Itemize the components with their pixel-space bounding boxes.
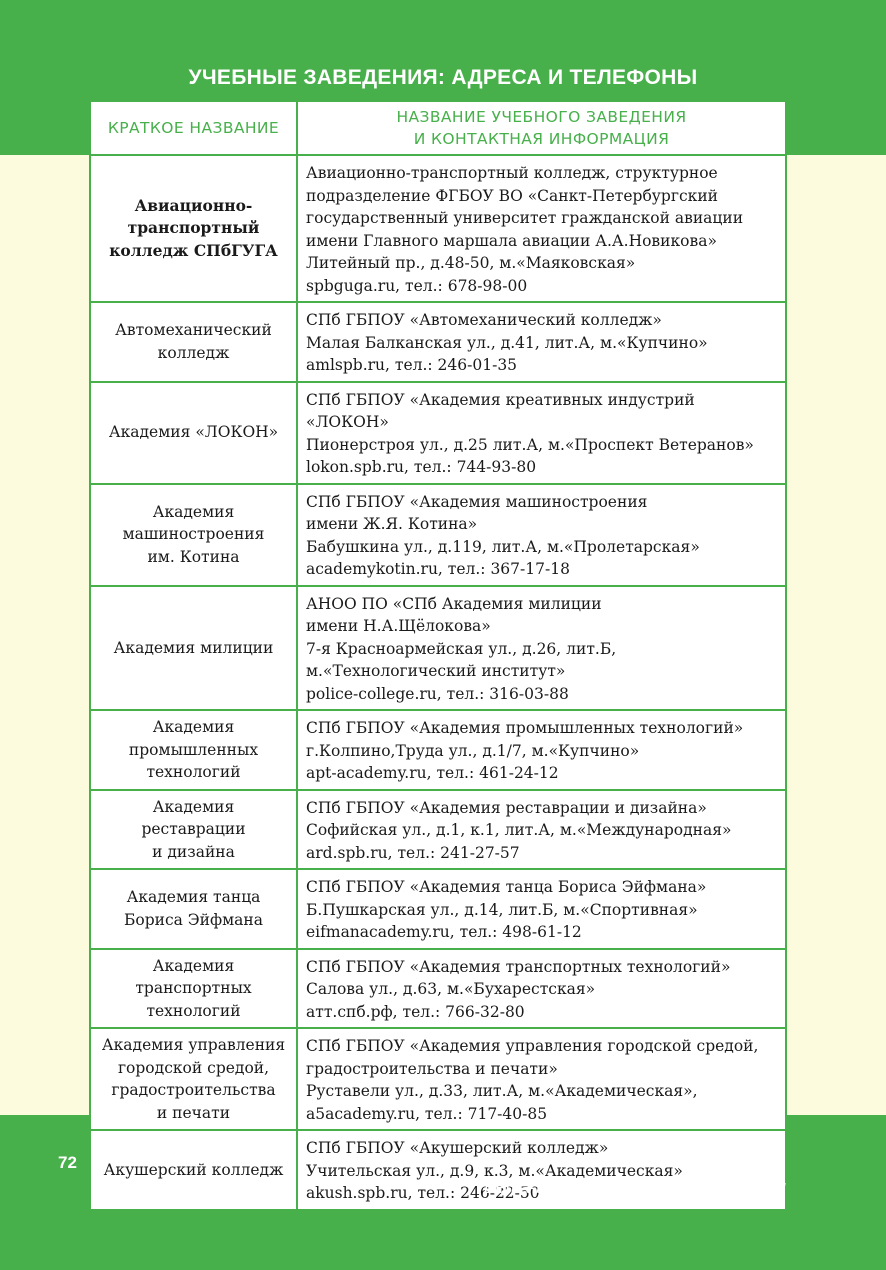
info-cell: АНОО ПО «СПб Академия милиции имени Н.А.Щёлокова» 7-я Красноармейская ул., д.26, лит.Б, м.«Технологический институт» police-college.ru, тел.: 316-03-88 xyxy=(297,586,786,711)
info-cell: СПб ГБПОУ «Академия танца Бориса Эйфмана» Б.Пушкарская ул., д.14, лит.Б, м.«Спортивная» eifmanacademy.ru, тел.: 498-61-12 xyxy=(297,869,786,949)
page-number: 72 xyxy=(58,1153,77,1172)
short-name-cell: Акушерский колледж xyxy=(90,1130,297,1210)
short-name-cell: Академия «ЛОКОН» xyxy=(90,382,297,484)
table-row xyxy=(90,155,786,302)
info-cell: СПб ГБПОУ «Академия креативных индустрий «ЛОКОН» Пионерстроя ул., д.25 лит.А, м.«Проспект Ветеранов» lokon.spb.ru, тел.: 744-93-80 xyxy=(297,382,786,484)
short-name-cell: Академия машиностроения им. Котина xyxy=(90,484,297,586)
table-row xyxy=(90,484,786,586)
short-name-cell: Автомеханический колледж xyxy=(90,302,297,382)
short-name-cell: Академия реставрации и дизайна xyxy=(90,790,297,870)
table-row xyxy=(90,302,786,382)
info-cell: СПб ГБПОУ «Академия промышленных технологий» г.Колпино,Труда ул., д.1/7, м.«Купчино» apt-academy.ru, тел.: 461-24-12 xyxy=(297,710,786,790)
info-cell: Авиационно-транспортный колледж, структурное подразделение ФГБОУ ВО «Санкт-Петербургский государственный университет гражданской авиации имени Главного маршала авиации А.А.Новикова» Литейный пр., д.48-50, м.«Маяковская» spbguga.ru, тел.: 678-98-00 xyxy=(297,155,786,302)
table-row xyxy=(90,586,786,711)
institutions-table-container xyxy=(89,100,785,1211)
table-row xyxy=(90,382,786,484)
table-header-row xyxy=(90,101,786,155)
short-name-cell: Академия промышленных технологий xyxy=(90,710,297,790)
table-row xyxy=(90,949,786,1029)
info-cell: СПб ГБПОУ «Академия машиностроения имени Ж.Я. Котина» Бабушкина ул., д.119, лит.А, м.«Пролетарская» academykotin.ru, тел.: 367-17-18 xyxy=(297,484,786,586)
info-cell: СПб ГБПОУ «Академия управления городской средой, градостроительства и печати» Руставели ул., д.33, лит.А, м.«Академическая», a5academy.ru, тел.: 717-40-85 xyxy=(297,1028,786,1130)
short-name-cell: Академия танца Бориса Эйфмана xyxy=(90,869,297,949)
info-cell: СПб ГБПОУ «Академия транспортных технологий» Салова ул., д.63, м.«Бухарестская» атт.спб.рф, тел.: 766-32-80 xyxy=(297,949,786,1029)
info-cell: СПб ГБПОУ «Акушерский колледж» Учительская ул., д.9, к.3, м.«Академическая» akush.spb.ru, тел.: 246-22-50 xyxy=(297,1130,786,1210)
column-header-short-name: КРАТКОЕ НАЗВАНИЕ xyxy=(90,101,297,155)
institutions-table xyxy=(89,100,787,1211)
footer-caption: Бета-версия, обучающая компания xyxy=(483,1177,786,1197)
column-header-full-info: НАЗВАНИЕ УЧЕБНОГО ЗАВЕДЕНИЯ И КОНТАКТНАЯ ИНФОРМАЦИЯ xyxy=(297,101,786,155)
short-name-cell: Академия милиции xyxy=(90,586,297,711)
short-name-cell: Академия транспортных технологий xyxy=(90,949,297,1029)
table-row xyxy=(90,869,786,949)
short-name-cell: Авиационно- транспортный колледж СПбГУГА xyxy=(90,155,297,302)
info-cell: СПб ГБПОУ «Автомеханический колледж» Малая Балканская ул., д.41, лит.А, м.«Купчино» amlspb.ru, тел.: 246-01-35 xyxy=(297,302,786,382)
table-row xyxy=(90,710,786,790)
short-name-cell: Академия управления городской средой, градостроительства и печати xyxy=(90,1028,297,1130)
info-cell: СПб ГБПОУ «Академия реставрации и дизайна» Софийская ул., д.1, к.1, лит.А, м.«Международная» ard.spb.ru, тел.: 241-27-57 xyxy=(297,790,786,870)
table-row xyxy=(90,1028,786,1130)
page-title: УЧЕБНЫЕ ЗАВЕДЕНИЯ: АДРЕСА И ТЕЛЕФОНЫ xyxy=(188,66,698,89)
table-row xyxy=(90,790,786,870)
